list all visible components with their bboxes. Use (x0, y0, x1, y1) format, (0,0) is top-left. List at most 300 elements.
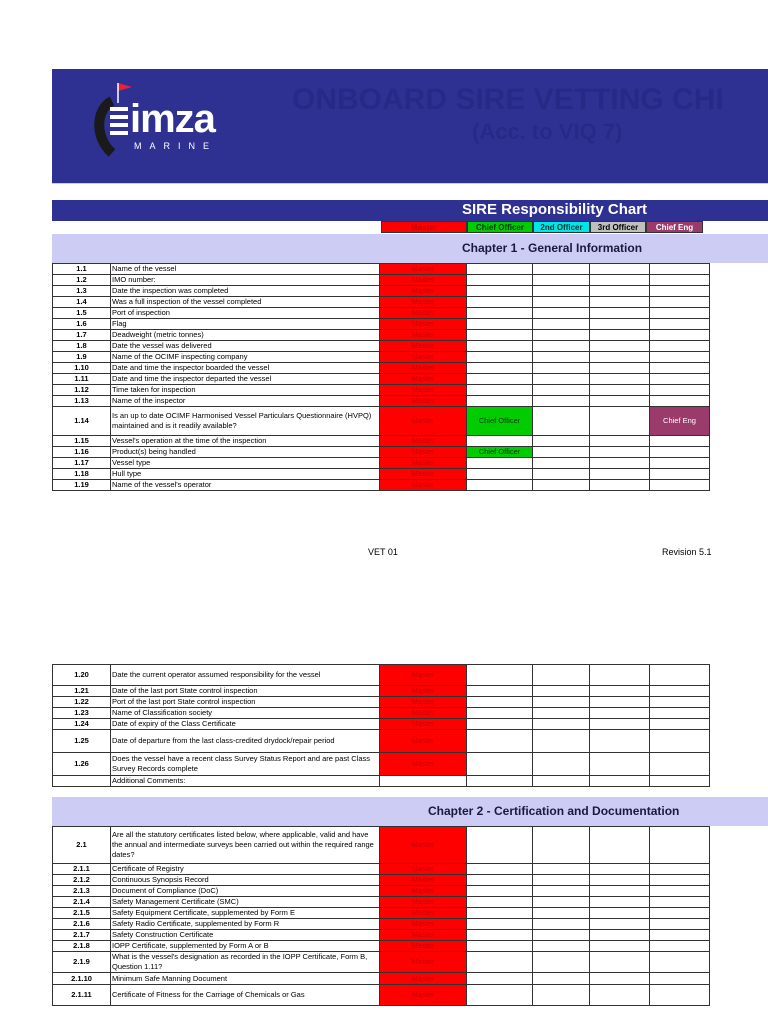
cell-2nd-officer (533, 341, 590, 352)
row-description: Is an up to date OCIMF Harmonised Vessel Particulars Questionnaire (HVPQ) maintained and is it readily available? (111, 407, 380, 436)
cell-chief-officer (467, 776, 533, 787)
cell-chief-officer (467, 264, 533, 275)
cell-chief-eng (650, 319, 710, 330)
cell-master: Master (380, 308, 467, 319)
table-row (53, 930, 710, 941)
cell-chief-officer (467, 886, 533, 897)
cell-3rd-officer (590, 447, 650, 458)
cell-master: Master (380, 697, 467, 708)
row-description: Date of expiry of the Class Certificate (111, 719, 380, 730)
responsibility-bar (52, 200, 768, 221)
table-row (53, 985, 710, 1006)
logo-text: imza (130, 97, 215, 141)
chapter-1-title: Chapter 1 - General Information (462, 241, 643, 255)
row-description: Document of Compliance (DoC) (111, 886, 380, 897)
cell-master: Master (380, 919, 467, 930)
cell-master: Master (380, 973, 467, 985)
legend-chief-eng: Chief Eng (646, 221, 703, 233)
cell-2nd-officer (533, 436, 590, 447)
cell-chief-officer (467, 952, 533, 973)
cell-3rd-officer (590, 827, 650, 864)
table-row (53, 447, 710, 458)
cell-3rd-officer (590, 352, 650, 363)
cell-chief-eng (650, 286, 710, 297)
cell-chief-officer (467, 919, 533, 930)
cell-3rd-officer (590, 686, 650, 697)
cell-2nd-officer (533, 875, 590, 886)
cell-2nd-officer (533, 827, 590, 864)
cell-3rd-officer (590, 275, 650, 286)
row-number: 2.1.9 (53, 952, 111, 973)
table-row (53, 827, 710, 864)
row-number: 2.1.8 (53, 941, 111, 952)
cell-3rd-officer (590, 286, 650, 297)
cell-chief-officer (467, 436, 533, 447)
cell-3rd-officer (590, 930, 650, 941)
row-number: 1.4 (53, 297, 111, 308)
cell-chief-eng (650, 363, 710, 374)
cell-master: Master (380, 875, 467, 886)
cell-3rd-officer (590, 985, 650, 1006)
row-description: Name of the vessel's operator (111, 480, 380, 491)
row-description: Date the inspection was completed (111, 286, 380, 297)
chapter-1-table (52, 263, 710, 491)
row-number: 1.6 (53, 319, 111, 330)
cell-2nd-officer (533, 697, 590, 708)
table-row (53, 952, 710, 973)
row-number: 1.26 (53, 753, 111, 776)
cell-chief-officer: Chief Officer (467, 407, 533, 436)
cell-chief-officer (467, 363, 533, 374)
cell-3rd-officer (590, 458, 650, 469)
cell-3rd-officer (590, 436, 650, 447)
table-row (53, 864, 710, 875)
cell-master: Master (380, 665, 467, 686)
row-number: 1.10 (53, 363, 111, 374)
cell-2nd-officer (533, 407, 590, 436)
cell-3rd-officer (590, 875, 650, 886)
row-number: 1.17 (53, 458, 111, 469)
cell-2nd-officer (533, 941, 590, 952)
cell-chief-officer (467, 708, 533, 719)
cell-3rd-officer (590, 385, 650, 396)
cell-chief-officer (467, 753, 533, 776)
cell-3rd-officer (590, 919, 650, 930)
cell-master: Master (380, 985, 467, 1006)
table-row (53, 973, 710, 985)
cell-2nd-officer (533, 275, 590, 286)
table-row (53, 352, 710, 363)
cell-chief-officer (467, 297, 533, 308)
row-description: Name of Classification society (111, 708, 380, 719)
row-description: Additional Comments: (111, 776, 380, 787)
legend-2nd-officer: 2nd Officer (533, 221, 590, 233)
cell-chief-eng (650, 396, 710, 407)
row-description: Safety Equipment Certificate, supplemented by Form E (111, 908, 380, 919)
row-description: What is the vessel's designation as recorded in the IOPP Certificate, Form B, Question 1.11? (111, 952, 380, 973)
cell-master: Master (380, 319, 467, 330)
row-description: Name of the OCIMF inspecting company (111, 352, 380, 363)
table-row (53, 374, 710, 385)
cell-chief-eng (650, 374, 710, 385)
cell-master: Master (380, 330, 467, 341)
cell-3rd-officer (590, 730, 650, 753)
cell-chief-officer (467, 319, 533, 330)
cell-chief-eng (650, 864, 710, 875)
cell-2nd-officer (533, 930, 590, 941)
cell-chief-officer (467, 730, 533, 753)
cell-chief-officer (467, 985, 533, 1006)
cell-chief-officer (467, 330, 533, 341)
cell-chief-eng (650, 941, 710, 952)
row-number: 1.5 (53, 308, 111, 319)
cell-2nd-officer (533, 396, 590, 407)
row-description: Flag (111, 319, 380, 330)
cell-2nd-officer (533, 985, 590, 1006)
cell-2nd-officer (533, 686, 590, 697)
row-description: Date of the last port State control inspection (111, 686, 380, 697)
row-number: 1.21 (53, 686, 111, 697)
cell-2nd-officer (533, 447, 590, 458)
cell-3rd-officer (590, 776, 650, 787)
cell-master: Master (380, 297, 467, 308)
cell-chief-officer (467, 941, 533, 952)
cell-2nd-officer (533, 352, 590, 363)
cell-master: Master (380, 480, 467, 491)
row-description: Vessel's operation at the time of the inspection (111, 436, 380, 447)
logo-subtext: MARINE (134, 141, 218, 151)
cell-master: Master (380, 827, 467, 864)
table-row (53, 919, 710, 930)
cell-3rd-officer (590, 897, 650, 908)
cell-master: Master (380, 436, 467, 447)
cell-2nd-officer (533, 952, 590, 973)
cell-master: Master (380, 930, 467, 941)
cell-chief-eng (650, 730, 710, 753)
cell-chief-eng: Chief Eng (650, 407, 710, 436)
cell-2nd-officer (533, 776, 590, 787)
cell-3rd-officer (590, 886, 650, 897)
cell-2nd-officer (533, 864, 590, 875)
cell-master: Master (380, 469, 467, 480)
table-row (53, 275, 710, 286)
cell-master: Master (380, 264, 467, 275)
cell-master: Master (380, 864, 467, 875)
cell-2nd-officer (533, 730, 590, 753)
cell-master: Master (380, 941, 467, 952)
cell-chief-eng (650, 886, 710, 897)
table-row (53, 776, 710, 787)
cell-3rd-officer (590, 708, 650, 719)
cell-master: Master (380, 286, 467, 297)
table-row (53, 886, 710, 897)
cell-3rd-officer (590, 908, 650, 919)
cell-chief-officer: Chief Officer (467, 447, 533, 458)
row-number: 2.1.3 (53, 886, 111, 897)
table-row (53, 686, 710, 697)
cell-chief-officer (467, 374, 533, 385)
cell-chief-eng (650, 385, 710, 396)
cell-2nd-officer (533, 897, 590, 908)
cell-master: Master (380, 686, 467, 697)
cell-3rd-officer (590, 952, 650, 973)
footer-doc-code: VET 01 (368, 547, 398, 557)
cell-chief-officer (467, 665, 533, 686)
table-row (53, 330, 710, 341)
page-subtitle: (Acc. to VIQ 7) (472, 119, 623, 144)
table-row (53, 385, 710, 396)
cell-3rd-officer (590, 719, 650, 730)
cell-master: Master (380, 341, 467, 352)
row-description: Date and time the inspector departed the vessel (111, 374, 380, 385)
row-number: 1.13 (53, 396, 111, 407)
company-logo (88, 75, 248, 165)
legend-3rd-officer: 3rd Officer (590, 221, 646, 233)
table-row (53, 708, 710, 719)
cell-chief-officer (467, 908, 533, 919)
cell-3rd-officer (590, 753, 650, 776)
page-title: ONBOARD SIRE VETTING CHI (292, 83, 724, 116)
row-number: 1.22 (53, 697, 111, 708)
cell-2nd-officer (533, 330, 590, 341)
table-row (53, 308, 710, 319)
table-row (53, 697, 710, 708)
table-row (53, 407, 710, 436)
cell-chief-officer (467, 352, 533, 363)
cell-3rd-officer (590, 469, 650, 480)
row-number: 1.9 (53, 352, 111, 363)
cell-chief-eng (650, 447, 710, 458)
cell-2nd-officer (533, 264, 590, 275)
cell-chief-eng (650, 908, 710, 919)
footer-revision: Revision 5.1 (662, 547, 712, 557)
row-number: 2.1.11 (53, 985, 111, 1006)
cell-2nd-officer (533, 297, 590, 308)
table-row (53, 341, 710, 352)
row-number: 2.1.4 (53, 897, 111, 908)
cell-3rd-officer (590, 941, 650, 952)
cell-3rd-officer (590, 864, 650, 875)
cell-2nd-officer (533, 308, 590, 319)
legend-chief-officer: Chief Officer (467, 221, 533, 233)
cell-3rd-officer (590, 374, 650, 385)
row-description: Deadweight (metric tonnes) (111, 330, 380, 341)
row-description: Port of the last port State control inspection (111, 697, 380, 708)
row-number: 2.1 (53, 827, 111, 864)
cell-chief-eng (650, 776, 710, 787)
cell-chief-eng (650, 686, 710, 697)
cell-master: Master (380, 396, 467, 407)
row-number: 1.2 (53, 275, 111, 286)
table-row (53, 908, 710, 919)
cell-2nd-officer (533, 753, 590, 776)
cell-chief-officer (467, 458, 533, 469)
cell-3rd-officer (590, 407, 650, 436)
cell-chief-eng (650, 897, 710, 908)
cell-chief-eng (650, 697, 710, 708)
row-number: 2.1.2 (53, 875, 111, 886)
row-number: 1.25 (53, 730, 111, 753)
row-number: 1.12 (53, 385, 111, 396)
row-description: Date and time the inspector boarded the vessel (111, 363, 380, 374)
table-row (53, 363, 710, 374)
table-row (53, 297, 710, 308)
table-row (53, 897, 710, 908)
cell-chief-eng (650, 875, 710, 886)
row-number: 2.1.1 (53, 864, 111, 875)
table-row (53, 286, 710, 297)
cell-chief-officer (467, 827, 533, 864)
row-description: Certificate of Fitness for the Carriage of Chemicals or Gas (111, 985, 380, 1006)
row-number: 1.23 (53, 708, 111, 719)
row-number: 1.1 (53, 264, 111, 275)
cell-chief-officer (467, 875, 533, 886)
row-description: Port of inspection (111, 308, 380, 319)
cell-chief-eng (650, 665, 710, 686)
cell-chief-officer (467, 469, 533, 480)
row-description: Was a full inspection of the vessel completed (111, 297, 380, 308)
cell-master: Master (380, 363, 467, 374)
cell-master: Master (380, 908, 467, 919)
cell-2nd-officer (533, 374, 590, 385)
cell-chief-officer (467, 480, 533, 491)
row-description: Hull type (111, 469, 380, 480)
cell-chief-officer (467, 897, 533, 908)
cell-chief-officer (467, 697, 533, 708)
cell-2nd-officer (533, 719, 590, 730)
row-description: Are all the statutory certificates listed below, where applicable, valid and have the annual and intermediate surveys been carried out within the required range dates? (111, 827, 380, 864)
row-number: 1.15 (53, 436, 111, 447)
cell-master (380, 776, 467, 787)
cell-chief-eng (650, 827, 710, 864)
row-description: Minimum Safe Manning Document (111, 973, 380, 985)
cell-chief-eng (650, 330, 710, 341)
row-number: 1.24 (53, 719, 111, 730)
cell-3rd-officer (590, 330, 650, 341)
header-banner (52, 69, 768, 183)
cell-chief-eng (650, 297, 710, 308)
row-description: Date the vessel was delivered (111, 341, 380, 352)
cell-chief-eng (650, 973, 710, 985)
cell-chief-eng (650, 753, 710, 776)
cell-chief-officer (467, 275, 533, 286)
cell-chief-eng (650, 952, 710, 973)
cell-chief-eng (650, 930, 710, 941)
cell-chief-eng (650, 480, 710, 491)
cell-2nd-officer (533, 973, 590, 985)
cell-2nd-officer (533, 908, 590, 919)
legend-master: Master (381, 221, 467, 233)
cell-chief-eng (650, 469, 710, 480)
cell-chief-officer (467, 686, 533, 697)
chapter-1-continued-table (52, 664, 710, 787)
cell-chief-officer (467, 973, 533, 985)
cell-master: Master (380, 407, 467, 436)
row-number: 1.11 (53, 374, 111, 385)
cell-2nd-officer (533, 665, 590, 686)
row-description: Name of the vessel (111, 264, 380, 275)
cell-2nd-officer (533, 286, 590, 297)
row-description: Date the current operator assumed responsibility for the vessel (111, 665, 380, 686)
row-number: 2.1.5 (53, 908, 111, 919)
table-row (53, 719, 710, 730)
row-description: IMO number: (111, 275, 380, 286)
row-number: 1.8 (53, 341, 111, 352)
cell-3rd-officer (590, 319, 650, 330)
row-number (53, 776, 111, 787)
cell-chief-eng (650, 352, 710, 363)
cell-chief-eng (650, 275, 710, 286)
cell-3rd-officer (590, 665, 650, 686)
cell-master: Master (380, 352, 467, 363)
row-description: Continuous Synopsis Record (111, 875, 380, 886)
table-row (53, 436, 710, 447)
table-row (53, 319, 710, 330)
cell-2nd-officer (533, 363, 590, 374)
cell-master: Master (380, 719, 467, 730)
cell-chief-eng (650, 458, 710, 469)
row-description: IOPP Certificate, supplemented by Form A or B (111, 941, 380, 952)
cell-chief-eng (650, 264, 710, 275)
cell-2nd-officer (533, 469, 590, 480)
cell-master: Master (380, 275, 467, 286)
cell-3rd-officer (590, 297, 650, 308)
row-description: Time taken for inspection (111, 385, 380, 396)
cell-chief-officer (467, 864, 533, 875)
cell-chief-eng (650, 919, 710, 930)
cell-2nd-officer (533, 480, 590, 491)
cell-chief-officer (467, 286, 533, 297)
row-description: Product(s) being handled (111, 447, 380, 458)
row-description: Safety Management Certificate (SMC) (111, 897, 380, 908)
cell-2nd-officer (533, 708, 590, 719)
cell-master: Master (380, 447, 467, 458)
chapter-2-table (52, 826, 710, 1006)
cell-2nd-officer (533, 458, 590, 469)
row-number: 2.1.7 (53, 930, 111, 941)
table-row (53, 753, 710, 776)
table-row (53, 264, 710, 275)
cell-chief-officer (467, 341, 533, 352)
cell-chief-eng (650, 708, 710, 719)
table-row (53, 480, 710, 491)
row-description: Certificate of Registry (111, 864, 380, 875)
row-number: 1.7 (53, 330, 111, 341)
cell-chief-officer (467, 396, 533, 407)
row-number: 1.3 (53, 286, 111, 297)
row-number: 1.19 (53, 480, 111, 491)
cell-master: Master (380, 708, 467, 719)
chapter-2-header (52, 797, 768, 826)
cell-chief-eng (650, 308, 710, 319)
table-row (53, 875, 710, 886)
table-row (53, 665, 710, 686)
table-row (53, 730, 710, 753)
cell-3rd-officer (590, 264, 650, 275)
table-row (53, 458, 710, 469)
cell-master: Master (380, 458, 467, 469)
row-number: 2.1.10 (53, 973, 111, 985)
row-description: Date of departure from the last class-credited drydock/repair period (111, 730, 380, 753)
cell-master: Master (380, 897, 467, 908)
cell-2nd-officer (533, 319, 590, 330)
cell-master: Master (380, 886, 467, 897)
cell-chief-eng (650, 985, 710, 1006)
cell-3rd-officer (590, 308, 650, 319)
cell-3rd-officer (590, 480, 650, 491)
cell-chief-officer (467, 308, 533, 319)
row-description: Does the vessel have a recent class Survey Status Report and are past Class Survey Records complete (111, 753, 380, 776)
